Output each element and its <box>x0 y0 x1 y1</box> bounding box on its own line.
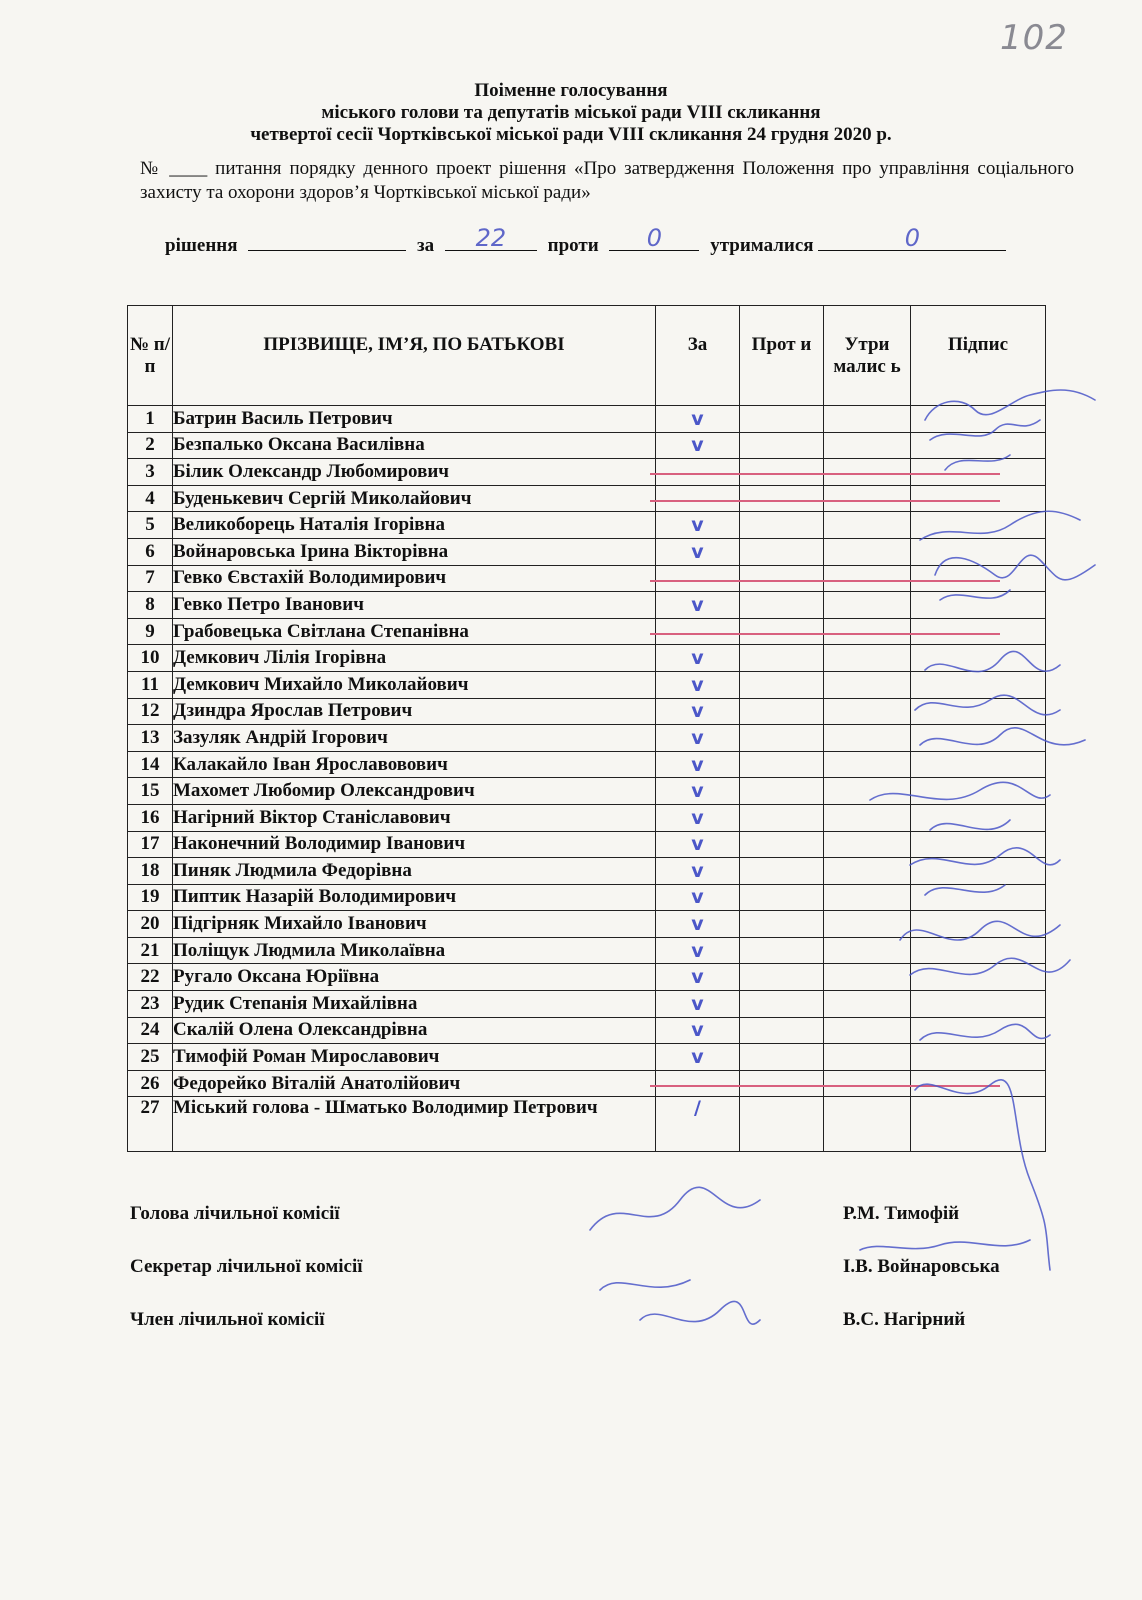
vote-abstained-cell <box>824 1097 911 1152</box>
row-name: Гевко Петро Іванович <box>173 592 656 619</box>
table-row <box>128 565 1046 592</box>
signature-cell <box>911 937 1046 964</box>
vote-for-mark: v <box>656 858 740 885</box>
row-name: Демкович Михайло Миколайович <box>173 671 656 698</box>
vote-summary <box>165 224 1065 257</box>
vote-for-mark: v <box>656 804 740 831</box>
vote-abstained-cell <box>824 725 911 752</box>
vote-abstained-cell <box>824 512 911 539</box>
vote-for-mark <box>656 485 740 512</box>
vote-for-mark: v <box>656 937 740 964</box>
vote-against-cell <box>740 485 824 512</box>
vote-abstained-cell <box>824 964 911 991</box>
row-number: 12 <box>128 698 173 725</box>
vote-abstained-cell <box>824 884 911 911</box>
row-name: Міський голова - Шматько Володимир Петрович <box>173 1097 656 1152</box>
vote-abstained-cell <box>824 778 911 805</box>
header-session: четвертої сесії Чортківської міської ради VIII скликання 24 грудня 2020 р. <box>250 124 892 145</box>
row-number: 25 <box>128 1044 173 1071</box>
vote-against-cell <box>740 645 824 672</box>
signature-cell <box>911 618 1046 645</box>
table-row <box>128 1097 1046 1152</box>
vote-abstained-cell <box>824 485 911 512</box>
vote-for-mark: v <box>656 725 740 752</box>
vote-against-cell <box>740 432 824 459</box>
row-number: 2 <box>128 432 173 459</box>
row-name: Підгірняк Михайло Іванович <box>173 911 656 938</box>
vote-for-mark: v <box>656 778 740 805</box>
row-number: 7 <box>128 565 173 592</box>
header-title: Поіменне голосування <box>474 80 668 101</box>
row-name: Нагірний Віктор Станіславович <box>173 804 656 831</box>
vote-abstained-cell <box>824 565 911 592</box>
vote-against-cell <box>740 1017 824 1044</box>
vote-against-cell <box>740 512 824 539</box>
against-blank <box>609 224 699 252</box>
vote-against-cell <box>740 858 824 885</box>
vote-against-cell <box>740 671 824 698</box>
row-name: Грабовецька Світлана Степанівна <box>173 618 656 645</box>
vote-against-cell <box>740 459 824 486</box>
table-row <box>128 911 1046 938</box>
member-name: В.С. Нагірний <box>843 1309 966 1330</box>
table-row <box>128 618 1046 645</box>
row-number: 21 <box>128 937 173 964</box>
vote-abstained-cell <box>824 858 911 885</box>
signature-cell <box>911 804 1046 831</box>
row-name: Дзиндра Ярослав Петрович <box>173 698 656 725</box>
vote-abstained-cell <box>824 804 911 831</box>
table-row <box>128 645 1046 672</box>
for-blank <box>445 224 537 252</box>
table-row <box>128 751 1046 778</box>
vote-abstained-cell <box>824 671 911 698</box>
row-number: 17 <box>128 831 173 858</box>
signature-cell <box>911 751 1046 778</box>
footer-row-chair <box>130 1203 1030 1256</box>
col-header-signature: Підпис <box>911 306 1046 406</box>
vote-for-mark <box>656 459 740 486</box>
vote-abstained-cell <box>824 991 911 1018</box>
secretary-name: І.В. Войнаровська <box>843 1256 1000 1277</box>
vote-abstained-cell <box>824 1070 911 1097</box>
row-number: 6 <box>128 538 173 565</box>
signature-cell <box>911 538 1046 565</box>
vote-for-mark: v <box>656 592 740 619</box>
vote-for-mark: v <box>656 884 740 911</box>
vote-against-cell <box>740 698 824 725</box>
vote-against-cell <box>740 538 824 565</box>
vote-abstained-cell <box>824 432 911 459</box>
vote-against-cell <box>740 725 824 752</box>
strike-line <box>650 1085 1000 1087</box>
vote-abstained-cell <box>824 618 911 645</box>
signature-cell <box>911 911 1046 938</box>
vote-for-mark <box>656 1070 740 1097</box>
table-row <box>128 406 1046 433</box>
row-number: 11 <box>128 671 173 698</box>
vote-abstained-cell <box>824 1017 911 1044</box>
vote-for-mark: v <box>656 964 740 991</box>
row-number: 1 <box>128 406 173 433</box>
table-row <box>128 1044 1046 1071</box>
row-number: 14 <box>128 751 173 778</box>
row-name: Батрин Василь Петрович <box>173 406 656 433</box>
vote-against-cell <box>740 618 824 645</box>
vote-abstained-cell <box>824 538 911 565</box>
table-row <box>128 778 1046 805</box>
row-number: 20 <box>128 911 173 938</box>
signature-cell <box>911 698 1046 725</box>
page-number: 102 <box>1000 18 1068 58</box>
vote-for-mark: v <box>656 406 740 433</box>
table-row <box>128 485 1046 512</box>
signature-cell <box>911 406 1046 433</box>
row-name: Зазуляк Андрій Ігорович <box>173 725 656 752</box>
for-label: за <box>417 235 435 256</box>
strike-line <box>650 500 1000 502</box>
vote-against-cell <box>740 964 824 991</box>
table-row <box>128 884 1046 911</box>
signature-cell <box>911 512 1046 539</box>
signature-cell <box>911 725 1046 752</box>
vote-against-cell <box>740 991 824 1018</box>
vote-for-mark: v <box>656 1044 740 1071</box>
vote-table <box>127 305 1046 1152</box>
row-number: 5 <box>128 512 173 539</box>
row-name: Федорейко Віталій Анатолійович <box>173 1070 656 1097</box>
signature-cell <box>911 1044 1046 1071</box>
secretary-role: Секретар лічильної комісії <box>130 1256 363 1277</box>
table-row <box>128 459 1046 486</box>
vote-abstained-cell <box>824 698 911 725</box>
vote-against-cell <box>740 592 824 619</box>
vote-abstained-cell <box>824 592 911 619</box>
table-row <box>128 991 1046 1018</box>
row-name: Демкович Лілія Ігорівна <box>173 645 656 672</box>
row-name: Войнаровська Ірина Вікторівна <box>173 538 656 565</box>
vote-abstained-cell <box>824 459 911 486</box>
row-name: Ругало Оксана Юріївна <box>173 964 656 991</box>
signature-cell <box>911 645 1046 672</box>
row-number: 18 <box>128 858 173 885</box>
strike-line <box>650 633 1000 635</box>
agenda-item-text: № ____ питання порядку денного проект рішення «Про затвердження Положення про управління соціального захисту та охорони здоров’я Чортківської міської ради» <box>140 158 1074 203</box>
signature-cell <box>911 1070 1046 1097</box>
table-row <box>128 804 1046 831</box>
vote-against-cell <box>740 884 824 911</box>
vote-abstained-cell <box>824 911 911 938</box>
row-number: 26 <box>128 1070 173 1097</box>
table-row <box>128 592 1046 619</box>
vote-for-mark: v <box>656 432 740 459</box>
vote-against-cell <box>740 937 824 964</box>
vote-abstained-cell <box>824 406 911 433</box>
table-row <box>128 725 1046 752</box>
row-number: 3 <box>128 459 173 486</box>
document-header <box>0 80 1142 146</box>
col-header-name: ПРІЗВИЩЕ, ІМ’Я, ПО БАТЬКОВІ <box>173 306 656 406</box>
row-name: Гевко Євстахій Володимирович <box>173 565 656 592</box>
vote-for-mark: v <box>656 671 740 698</box>
vote-against-cell <box>740 804 824 831</box>
row-number: 22 <box>128 964 173 991</box>
table-row <box>128 831 1046 858</box>
vote-abstained-cell <box>824 645 911 672</box>
vote-for-mark: v <box>656 831 740 858</box>
signature-cell <box>911 778 1046 805</box>
vote-against-cell <box>740 1097 824 1152</box>
signature-cell <box>911 831 1046 858</box>
table-row <box>128 512 1046 539</box>
row-name: Рудик Степанія Михайлівна <box>173 991 656 1018</box>
vote-against-cell <box>740 911 824 938</box>
row-number: 10 <box>128 645 173 672</box>
row-name: Наконечний Володимир Іванович <box>173 831 656 858</box>
vote-against-cell <box>740 565 824 592</box>
against-label: проти <box>547 235 599 256</box>
row-name: Пиняк Людмила Федорівна <box>173 858 656 885</box>
signature-cell <box>911 432 1046 459</box>
vote-abstained-cell <box>824 1044 911 1071</box>
row-number: 13 <box>128 725 173 752</box>
signature-cell <box>911 1017 1046 1044</box>
col-header-against: Прот и <box>740 306 824 406</box>
col-header-for: За <box>656 306 740 406</box>
vote-for-mark: v <box>656 751 740 778</box>
vote-against-cell <box>740 1070 824 1097</box>
table-row <box>128 538 1046 565</box>
abstained-label: утрималися <box>710 235 814 256</box>
vote-for-mark <box>656 565 740 592</box>
strike-line <box>650 473 1000 475</box>
signature-cell <box>911 858 1046 885</box>
row-name: Безпалько Оксана Василівна <box>173 432 656 459</box>
vote-abstained-cell <box>824 831 911 858</box>
signature-cell <box>911 592 1046 619</box>
vote-for-mark: v <box>656 911 740 938</box>
row-number: 24 <box>128 1017 173 1044</box>
vote-for-mark <box>656 618 740 645</box>
footer-row-secretary <box>130 1256 1030 1309</box>
table-row <box>128 432 1046 459</box>
signature-cell <box>911 565 1046 592</box>
vote-for-mark: v <box>656 698 740 725</box>
header-subtitle: міського голови та депутатів міської ради VIII скликання <box>321 102 821 123</box>
abstained-blank <box>818 224 1006 252</box>
signature-cell <box>911 884 1046 911</box>
row-name: Білик Олександр Любомирович <box>173 459 656 486</box>
table-row <box>128 1070 1046 1097</box>
table-row <box>128 937 1046 964</box>
chair-name: Р.М. Тимофій <box>843 1203 960 1224</box>
table-row <box>128 858 1046 885</box>
row-name: Пиптик Назарій Володимирович <box>173 884 656 911</box>
vote-for-mark: v <box>656 1017 740 1044</box>
for-count: 22 <box>475 224 507 252</box>
vote-against-cell <box>740 778 824 805</box>
vote-abstained-cell <box>824 751 911 778</box>
chair-role: Голова лічильної комісії <box>130 1203 340 1224</box>
row-number: 23 <box>128 991 173 1018</box>
signature-cell <box>911 964 1046 991</box>
row-number: 27 <box>128 1097 173 1152</box>
signature-cell <box>911 1097 1046 1152</box>
row-name: Буденькевич Сергій Миколайович <box>173 485 656 512</box>
col-header-num: № п/п <box>128 306 173 406</box>
vote-against-cell <box>740 831 824 858</box>
vote-for-mark: v <box>656 991 740 1018</box>
signature-cell <box>911 991 1046 1018</box>
signature-cell <box>911 459 1046 486</box>
vote-abstained-cell <box>824 937 911 964</box>
row-name: Тимофій Роман Мирославович <box>173 1044 656 1071</box>
against-count: 0 <box>646 224 663 252</box>
vote-for-mark: v <box>656 538 740 565</box>
commission-footer <box>130 1203 1030 1362</box>
row-number: 4 <box>128 485 173 512</box>
decision-blank <box>248 232 406 251</box>
strike-line <box>650 580 1000 582</box>
row-name: Поліщук Людмила Миколаївна <box>173 937 656 964</box>
signature-cell <box>911 485 1046 512</box>
vote-for-mark: / <box>656 1097 740 1152</box>
row-number: 8 <box>128 592 173 619</box>
table-row <box>128 964 1046 991</box>
row-name: Великоборець Наталія Ігорівна <box>173 512 656 539</box>
footer-row-member <box>130 1309 1030 1362</box>
decision-label: рішення <box>165 235 238 256</box>
vote-against-cell <box>740 1044 824 1071</box>
member-role: Член лічильної комісії <box>130 1309 325 1330</box>
row-number: 15 <box>128 778 173 805</box>
row-name: Махомет Любомир Олександрович <box>173 778 656 805</box>
signature-cell <box>911 671 1046 698</box>
vote-against-cell <box>740 406 824 433</box>
vote-against-cell <box>740 751 824 778</box>
row-number: 19 <box>128 884 173 911</box>
row-number: 9 <box>128 618 173 645</box>
row-name: Калакайло Іван Ярославовович <box>173 751 656 778</box>
col-header-abstained: Утри малис ь <box>824 306 911 406</box>
table-row <box>128 1017 1046 1044</box>
row-number: 16 <box>128 804 173 831</box>
abstained-count: 0 <box>904 224 920 252</box>
table-row <box>128 698 1046 725</box>
vote-for-mark: v <box>656 645 740 672</box>
table-row <box>128 671 1046 698</box>
vote-for-mark: v <box>656 512 740 539</box>
row-name: Скалій Олена Олександрівна <box>173 1017 656 1044</box>
